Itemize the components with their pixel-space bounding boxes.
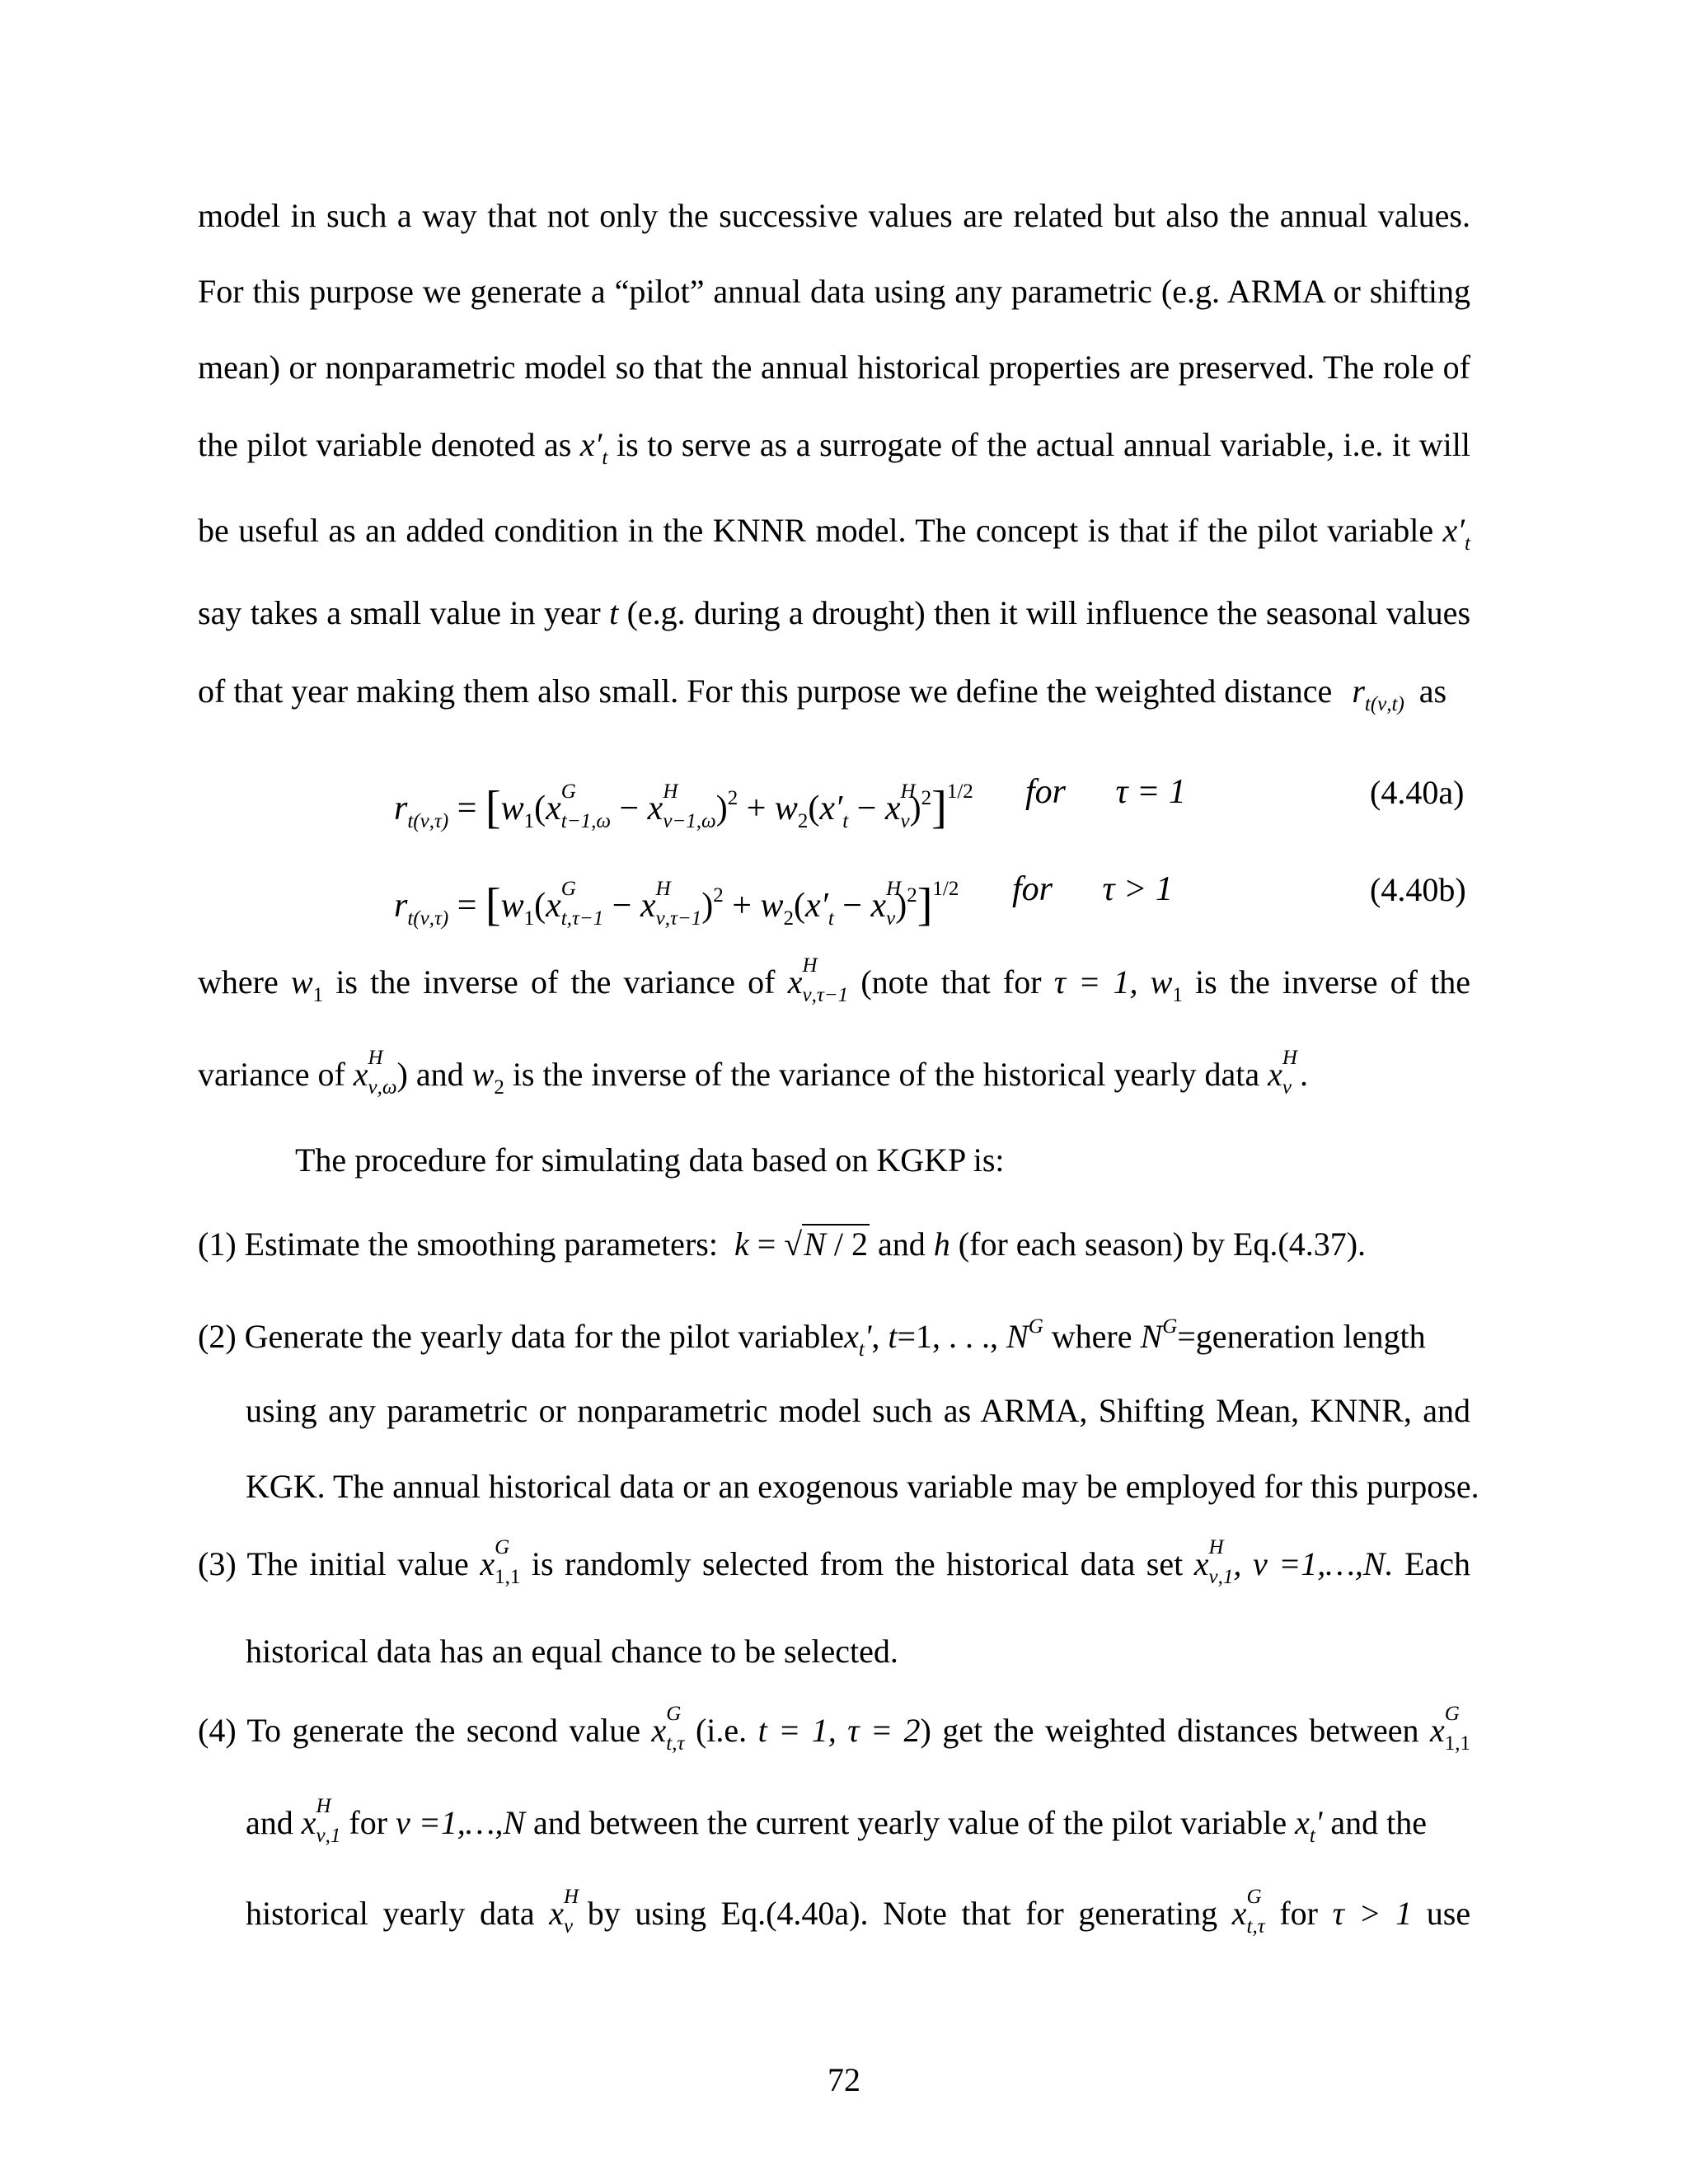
- procedure-intro: The procedure for simulating data based on KGKP is:: [295, 1141, 1005, 1179]
- math-tau-eq-1: τ = 1,: [1053, 963, 1138, 1001]
- text-span: use: [1426, 1895, 1471, 1932]
- math-tau-gt-1: τ > 1: [1332, 1895, 1413, 1932]
- text-span: historical yearly data: [246, 1895, 535, 1932]
- text-span: (e.g. during a drought) then it will influence the seasonal values: [626, 594, 1471, 631]
- paragraph-line: [198, 196, 1470, 236]
- math-x-G-t-tau: x G $_{t,\tau}$: [651, 1703, 685, 1755]
- page-number: 72: [828, 2061, 860, 2098]
- paragraph-line: [198, 425, 1470, 478]
- equation-4-40b: $r_{t(\nu,\tau)} = [w_1(x$ G $_{t,\tau-1}$ − x H $_{\nu,\tau-1})^2 + w_2(x'_t - x$ H $_\nu$)$^2$]$^{1/2}$: [394, 878, 959, 930]
- paragraph-line: [198, 672, 1470, 724]
- equation-label: (4.40b): [1370, 871, 1466, 908]
- math-x-prime-t: $x'_t$: [1442, 512, 1470, 555]
- equation-for-word: for: [1025, 773, 1067, 811]
- math-k-formula: k: [734, 1226, 749, 1263]
- text-span: =generation length: [1177, 1318, 1426, 1355]
- text-span: is the inverse of the: [1195, 963, 1471, 1001]
- paragraph-line: [246, 1632, 1470, 1671]
- text-span: for: [1279, 1895, 1318, 1932]
- paragraph-line: [198, 954, 1471, 1015]
- paragraph-line: [198, 593, 1470, 633]
- text-span: the pilot variable denoted as: [198, 426, 572, 463]
- equation-label: (4.40a): [1370, 774, 1465, 811]
- procedure-step-3: [198, 1536, 1471, 1597]
- text-span: ) get the weighted distances between: [920, 1712, 1419, 1749]
- math-t: t: [609, 594, 619, 631]
- math-x-t-prime: $x_t'$: [1295, 1804, 1323, 1847]
- text-span: is to serve as a surrogate of the actual annual variable, i.e. it will: [616, 426, 1471, 463]
- text-span: (3) The initial value: [198, 1545, 469, 1582]
- text-span: model in such a way that not only the successive values are related but also the annual values.: [198, 197, 1470, 234]
- procedure-step-4: [198, 1703, 1471, 1764]
- text-span: be useful as an added condition in the KNNR model. The concept is that if the pilot variable: [198, 512, 1434, 549]
- equation-4-40a: $r_{t(\nu,\tau)} = [w_1(x$ G $_{t-1,\omega}$ − x H $_{\nu-1,\omega})^2 + w_2(x'_t - x$ H $_\nu$)$^2$]$^{1/2}$: [394, 780, 973, 833]
- math-x-H-nu-omega: x H $_{\nu,\omega}$: [353, 1047, 397, 1099]
- text-span: (4) To generate the second value: [198, 1712, 641, 1749]
- text-span: (1) Estimate the smoothing parameters:: [198, 1226, 718, 1263]
- equation-condition: [1025, 771, 1186, 813]
- math-h: h: [933, 1226, 950, 1263]
- math-x-H-nu-1: x H $_{\nu,1}$: [301, 1795, 341, 1847]
- math-x-t-prime: $x_t'$: [844, 1318, 872, 1361]
- equation-condition-text: τ = 1: [1115, 773, 1186, 811]
- math-w1: $w_1$: [290, 963, 324, 1006]
- math-x-H-nu-1: x H $_{\nu,1}$, ν =1,…,N.: [1193, 1536, 1394, 1588]
- text-span: .: [1299, 1056, 1308, 1093]
- math-x-prime-t: $x'_t$: [579, 426, 608, 469]
- text-span: and: [878, 1226, 926, 1263]
- math-x-G-1-1: x G $_{1,1}$: [1430, 1703, 1471, 1755]
- paragraph-line: [246, 1467, 1479, 1507]
- procedure-step-2: (2) Generate the yearly data for the pilot variablex$_t$', t=1, . . ., $N^G$ where $N^G=generation$ length: [198, 1315, 1426, 1361]
- text-span: say takes a small value in year: [198, 594, 601, 631]
- paragraph-line: [246, 1795, 1470, 1856]
- math-r-distance: $r_{t(\nu,t)}$: [1352, 673, 1404, 715]
- equation-condition-text: τ > 1: [1102, 870, 1173, 908]
- math-w2: $w_2$: [471, 1056, 504, 1099]
- text-span: (for each season) by Eq.(4.37).: [958, 1226, 1367, 1263]
- text-span: using any parametric or nonparametric model such as ARMA, Shifting Mean, KNNR, and: [246, 1392, 1470, 1429]
- math-x-H-nu: x H $_\nu$: [549, 1886, 579, 1938]
- text-span: where: [198, 963, 279, 1001]
- text-span: is the inverse of the variance of the historical yearly data: [512, 1056, 1260, 1093]
- text-span: (i.e.: [695, 1712, 748, 1749]
- math-x-G-1-1: x G $_{1,1}$: [480, 1536, 521, 1588]
- text-span: is the inverse of the variance of: [335, 963, 776, 1001]
- math-nu-range: ν =1,…,N: [396, 1804, 526, 1841]
- text-span: ) and: [396, 1056, 464, 1093]
- text-span: For this purpose we generate a “pilot” annual data using any parametric (e.g. ARMA or shifting: [198, 273, 1470, 310]
- text-span: variance of: [198, 1056, 345, 1093]
- paragraph-line: [246, 1886, 1471, 1947]
- text-span: and the: [1330, 1804, 1427, 1841]
- text-span: (2) Generate the yearly data for the pilot variable: [198, 1318, 845, 1355]
- math-x-H-nu-tau-minus-1: x H $_{\nu,\tau-1}$: [787, 954, 849, 1006]
- text-span: (note that for: [860, 963, 1042, 1001]
- paragraph-line: [198, 511, 1470, 564]
- text-span: and between the current yearly value of the pilot variable: [533, 1804, 1287, 1841]
- text-span: is randomly selected from the historical data set: [531, 1545, 1184, 1582]
- text-span: for: [349, 1804, 388, 1841]
- equation-for-word: for: [1012, 870, 1053, 908]
- text-span: as: [1418, 673, 1447, 710]
- math-x-G-t-tau: x G $_{t,\tau}$: [1231, 1886, 1265, 1938]
- paragraph-line: [246, 1391, 1470, 1431]
- math-x-H-nu: x H $_\nu$: [1268, 1047, 1297, 1099]
- text-span: historical data has an equal chance to be selected.: [246, 1633, 898, 1670]
- paragraph-line: [198, 1047, 1470, 1108]
- text-span: and: [246, 1804, 293, 1841]
- math-t-tau-values: t = 1, τ = 2: [757, 1712, 921, 1749]
- text-span: where: [1051, 1318, 1132, 1355]
- math-w1: $w_1$: [1150, 963, 1183, 1006]
- procedure-step-1: (1) Estimate the smoothing parameters: k = √N / 2 and h (for each season) by Eq.(4.37).: [198, 1226, 1367, 1263]
- text-span: by using Eq.(4.40a). Note that for generating: [587, 1895, 1218, 1932]
- text-span: of that year making them also small. For this purpose we define the weighted distance: [198, 673, 1333, 710]
- text-span: Each: [1404, 1545, 1471, 1582]
- text-span: mean) or nonparametric model so that the annual historical properties are preserved. The role of: [198, 349, 1470, 386]
- paragraph-line: [198, 348, 1470, 387]
- paragraph-line: [198, 272, 1470, 312]
- text-span: KGK. The annual historical data or an exogenous variable may be employed for this purpose.: [246, 1468, 1479, 1505]
- equation-condition: [1012, 869, 1173, 910]
